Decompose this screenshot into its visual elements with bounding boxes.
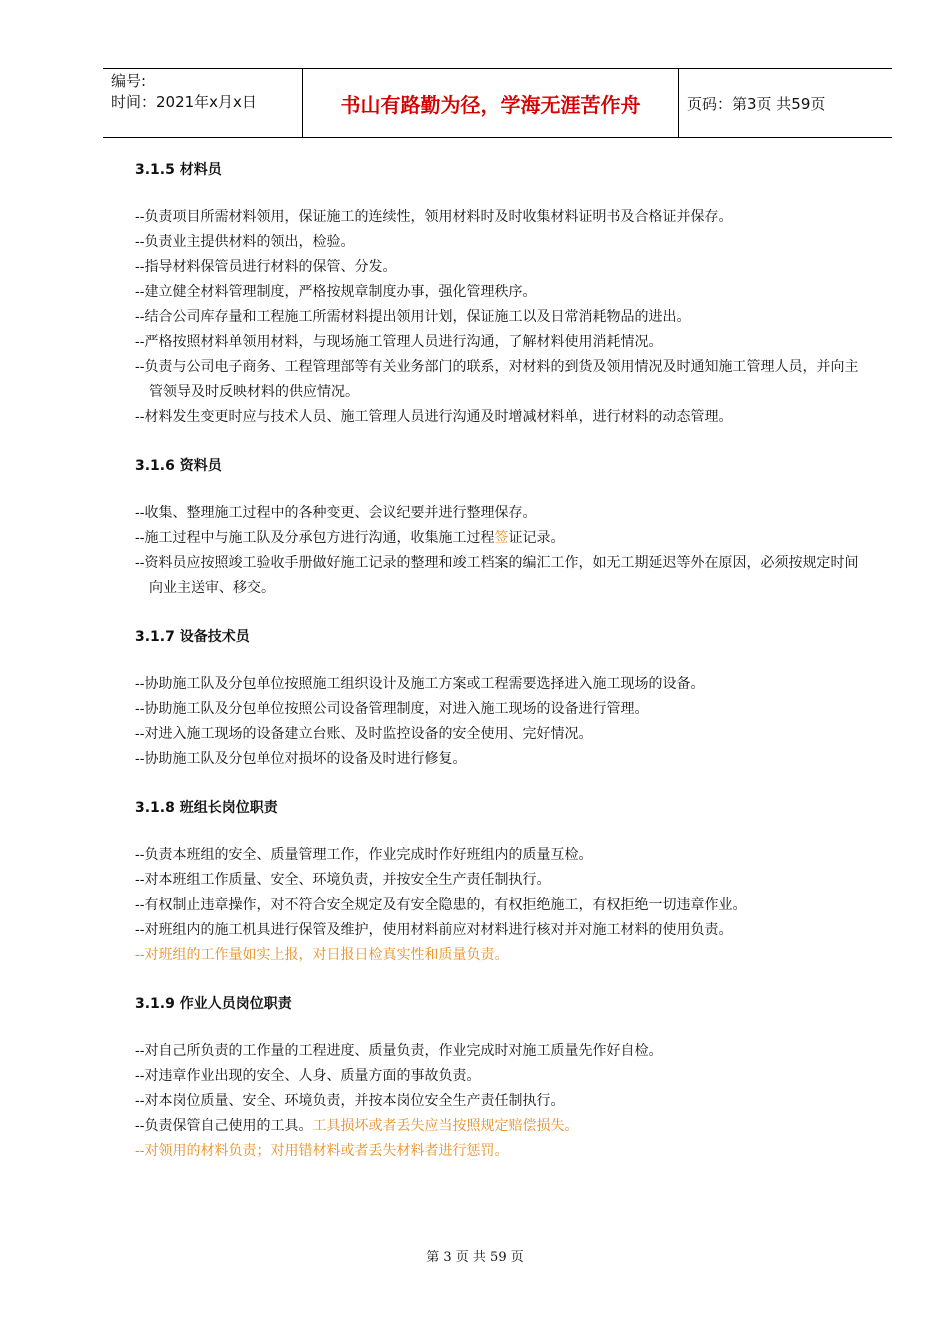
spacer xyxy=(135,1017,870,1039)
item-text: --负责与公司电子商务、工程管理部等有关业务部门的联系，对材料的到货及领用情况及时通知施工管理人员，并向主管领导及时反映材料的供应情况。 xyxy=(135,359,859,400)
list-item xyxy=(135,230,870,255)
list-item xyxy=(135,205,870,230)
item-text-tail: 证记录。 xyxy=(508,530,565,546)
section-title: 3.1.9 作业人员岗位职责 xyxy=(135,996,292,1012)
item-text: --指导材料保管员进行材料的保管、分发。 xyxy=(135,259,397,275)
list-item xyxy=(135,1039,870,1064)
item-text: --收集、整理施工过程中的各种变更、会议纪要并进行整理保存。 xyxy=(135,505,537,521)
list-item xyxy=(135,1139,870,1164)
item-text: --对领用的材料负责；对用错材料或者丢失材料者进行惩罚。 xyxy=(135,1143,509,1159)
number-label: 编号: xyxy=(111,72,147,90)
list-item xyxy=(135,330,870,355)
list-item xyxy=(135,305,870,330)
header-motto: 书山有路勤为径，学海无涯苦作舟 xyxy=(303,69,679,137)
spacer xyxy=(135,650,870,672)
list-item xyxy=(135,405,870,430)
list-item xyxy=(135,843,870,868)
item-text: --施工过程中与施工队及分承包方进行沟通，收集施工过程 xyxy=(135,530,495,546)
section-title: 3.1.5 材料员 xyxy=(135,162,222,178)
list-item xyxy=(135,355,870,405)
list-item xyxy=(135,868,870,893)
section-title: 3.1.8 班组长岗位职责 xyxy=(135,800,278,816)
duty-list xyxy=(135,843,870,968)
list-item xyxy=(135,526,870,551)
spacer xyxy=(135,183,870,205)
document-body xyxy=(135,158,870,1188)
list-item xyxy=(135,747,870,772)
section-gap xyxy=(135,1164,870,1188)
item-text: --对班组内的施工机具进行保管及维护，使用材料前应对材料进行核对并对施工材料的使用负责。 xyxy=(135,922,733,938)
item-text: --资料员应按照竣工验收手册做好施工记录的整理和竣工档案的编汇工作，如无工期延迟等外在原因，必须按规定时间向业主送审、移交。 xyxy=(135,555,859,596)
section-gap xyxy=(135,772,870,796)
list-item xyxy=(135,672,870,697)
section-gap xyxy=(135,601,870,625)
header-page-label: 页码：第3页 共59页 xyxy=(687,94,826,113)
item-text: --负责本班组的安全、质量管理工作，作业完成时作好班组内的质量互检。 xyxy=(135,847,593,863)
item-text: --负责业主提供材料的领出，检验。 xyxy=(135,234,355,250)
item-text: --严格按照材料单领用材料，与现场施工管理人员进行沟通，了解材料使用消耗情况。 xyxy=(135,334,663,350)
item-text: --有权制止违章操作，对不符合安全规定及有安全隐患的，有权拒绝施工，有权拒绝一切违章作业。 xyxy=(135,897,747,913)
spacer xyxy=(135,479,870,501)
section-title: 3.1.7 设备技术员 xyxy=(135,629,250,645)
list-item xyxy=(135,893,870,918)
duty-list xyxy=(135,1039,870,1164)
item-text: --对本班组工作质量、安全、环境负责，并按安全生产责任制执行。 xyxy=(135,872,551,888)
list-item xyxy=(135,697,870,722)
list-item xyxy=(135,551,870,601)
item-text: --协助施工队及分包单位按照公司设备管理制度，对进入施工现场的设备进行管理。 xyxy=(135,701,649,717)
list-item xyxy=(135,943,870,968)
spacer xyxy=(135,821,870,843)
list-item xyxy=(135,1064,870,1089)
item-text: --对本岗位质量、安全、环境负责，并按本岗位安全生产责任制执行。 xyxy=(135,1093,565,1109)
item-text: --对进入施工现场的设备建立台账、及时监控设备的安全使用、完好情况。 xyxy=(135,726,593,742)
item-text: --材料发生变更时应与技术人员、施工管理人员进行沟通及时增减材料单，进行材料的动态管理。 xyxy=(135,409,733,425)
list-item xyxy=(135,722,870,747)
item-text: --协助施工队及分包单位按照施工组织设计及施工方案或工程需要选择进入施工现场的设备。 xyxy=(135,676,705,692)
item-text: --对违章作业出现的安全、人身、质量方面的事故负责。 xyxy=(135,1068,481,1084)
section-title: 3.1.6 资料员 xyxy=(135,458,222,474)
list-item xyxy=(135,918,870,943)
list-item xyxy=(135,255,870,280)
duty-list xyxy=(135,672,870,772)
header-table xyxy=(103,68,892,138)
list-item xyxy=(135,1089,870,1114)
header-meta-cell xyxy=(103,69,303,137)
list-item xyxy=(135,280,870,305)
page-footer: 第 3 页 共 59 页 xyxy=(426,1250,524,1265)
section-gap xyxy=(135,430,870,454)
list-item xyxy=(135,1114,870,1139)
list-item xyxy=(135,501,870,526)
section-gap xyxy=(135,968,870,992)
item-text: --对班组的工作量如实上报，对日报日检真实性和质量负责。 xyxy=(135,947,509,963)
item-highlight-text: 工具损坏或者丢失应当按照规定赔偿损失。 xyxy=(312,1118,579,1134)
item-text: --负责保管自己使用的工具。 xyxy=(135,1118,313,1134)
time-label: 时间：2021年x月x日 xyxy=(111,93,257,111)
item-text: --协助施工队及分包单位对损坏的设备及时进行修复。 xyxy=(135,751,467,767)
item-highlight-text: 签 xyxy=(494,530,509,546)
item-text: --负责项目所需材料领用，保证施工的连续性，领用材料时及时收集材料证明书及合格证并保存。 xyxy=(135,209,733,225)
item-text: --结合公司库存量和工程施工所需材料提出领用计划，保证施工以及日常消耗物品的进出。 xyxy=(135,309,691,325)
item-text: --对自己所负责的工作量的工程进度、质量负责，作业完成时对施工质量先作好自检。 xyxy=(135,1043,663,1059)
item-text: --建立健全材料管理制度，严格按规章制度办事，强化管理秩序。 xyxy=(135,284,537,300)
duty-list xyxy=(135,501,870,601)
duty-list xyxy=(135,205,870,430)
